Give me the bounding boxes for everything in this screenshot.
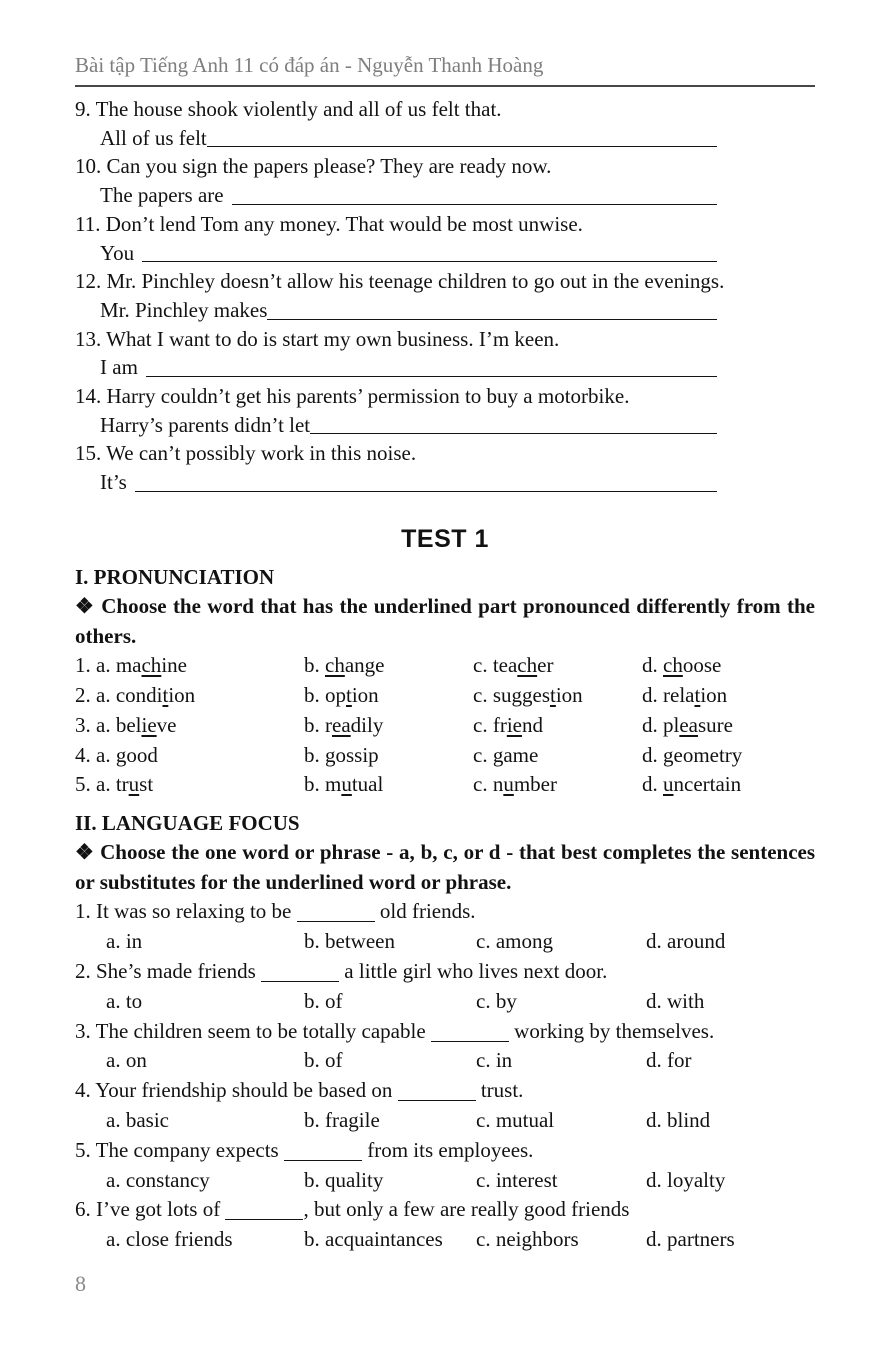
underlined-letters: t bbox=[346, 683, 352, 708]
underlined-letters: t bbox=[162, 683, 169, 708]
rewrite-answer-stem: Harry’s parents didn’t let bbox=[100, 412, 311, 437]
lf-option: b. of bbox=[304, 988, 343, 1013]
underlined-letters: u bbox=[503, 772, 514, 797]
question-blank-line bbox=[398, 1100, 476, 1101]
lf-option: d. loyalty bbox=[646, 1167, 726, 1192]
underlined-letters: t bbox=[694, 683, 701, 708]
underlined-letters: u bbox=[128, 772, 140, 797]
lf-options-row bbox=[75, 1046, 815, 1076]
lf-option: b. between bbox=[304, 929, 395, 954]
lf-option: a. close friends bbox=[106, 1227, 233, 1252]
lf-option: b. of bbox=[304, 1048, 343, 1073]
section-heading-language-focus: II. LANGUAGE FOCUS bbox=[75, 810, 300, 835]
answer-blank-line bbox=[135, 468, 717, 492]
pronunciation-option: 1. a. machine bbox=[75, 653, 187, 678]
pronunciation-row bbox=[75, 770, 815, 800]
lf-options-row bbox=[75, 1106, 815, 1136]
lf-option: a. constancy bbox=[106, 1167, 210, 1192]
lf-option: b. fragile bbox=[304, 1108, 380, 1133]
underlined-letters: ie bbox=[141, 712, 157, 737]
underlined-letters: ch bbox=[517, 653, 538, 678]
rewrite-item bbox=[75, 382, 815, 439]
rewrite-item bbox=[75, 152, 815, 209]
underlined-letters: ch bbox=[663, 653, 683, 678]
answer-blank-line bbox=[146, 353, 717, 377]
lf-option: a. to bbox=[106, 988, 143, 1013]
rewrite-prompt: 13. What I want to do is start my own business. I’m keen. bbox=[75, 326, 560, 351]
rewrite-item bbox=[75, 325, 815, 382]
rewrite-prompt: 12. Mr. Pinchley doesn’t allow his teenage children to go out in the evenings. bbox=[75, 269, 725, 294]
rewrite-answer bbox=[100, 468, 717, 497]
rewrite-prompt: 11. Don’t lend Tom any money. That would be most unwise. bbox=[75, 211, 583, 236]
underlined-letters: ch bbox=[141, 653, 162, 678]
underlined-letters: g bbox=[492, 742, 504, 767]
rewrite-answer bbox=[100, 181, 717, 210]
underlined-letters: g bbox=[115, 742, 127, 767]
pronunciation-option: d. relation bbox=[642, 683, 728, 708]
pronunciation-row bbox=[75, 651, 815, 681]
answer-blank-line bbox=[232, 181, 717, 205]
lf-options-row bbox=[75, 1225, 815, 1255]
lf-option: d. blind bbox=[646, 1108, 711, 1133]
pronunciation-row bbox=[75, 711, 815, 741]
pronunciation-option: b. gossip bbox=[304, 742, 379, 767]
underlined-letters: u bbox=[663, 772, 674, 797]
lf-options-row bbox=[75, 1166, 815, 1196]
rewrite-item bbox=[75, 95, 815, 152]
rewrite-answer bbox=[100, 239, 717, 268]
lf-option: c. in bbox=[476, 1048, 513, 1073]
running-header: Bài tập Tiếng Anh 11 có đáp án - Nguyễn Thanh Hoàng bbox=[75, 52, 815, 87]
lf-option: c. interest bbox=[476, 1167, 558, 1192]
lf-option: b. acquaintances bbox=[304, 1227, 443, 1252]
pronunciation-option: b. option bbox=[304, 683, 379, 708]
lf-option: a. basic bbox=[106, 1108, 169, 1133]
page-number: 8 bbox=[75, 1271, 86, 1297]
section-heading-pronunciation: I. PRONUNCIATION bbox=[75, 564, 275, 589]
diamond-bullet-icon: ❖ bbox=[75, 839, 95, 864]
rewrite-answer-stem: Mr. Pinchley makes bbox=[100, 297, 268, 322]
rewrite-answer bbox=[100, 296, 717, 325]
rewrite-answer-stem: You bbox=[100, 240, 135, 265]
pronunciation-option: c. teacher bbox=[473, 653, 554, 678]
lf-option: c. neighbors bbox=[476, 1227, 579, 1252]
rewrite-answer bbox=[100, 353, 717, 382]
rewrite-list bbox=[75, 95, 815, 497]
language-focus-list bbox=[75, 897, 815, 1255]
lf-option: b. quality bbox=[304, 1167, 384, 1192]
pronunciation-option: 4. a. good bbox=[75, 742, 158, 767]
rewrite-prompt: 14. Harry couldn’t get his parents’ permission to buy a motorbike. bbox=[75, 384, 630, 409]
pronunciation-option: c. suggestion bbox=[473, 683, 583, 708]
underlined-letters: ch bbox=[325, 653, 345, 678]
lf-option: d. around bbox=[646, 929, 726, 954]
lf-options-row bbox=[75, 927, 815, 957]
lf-question: 4. Your friendship should be based on trust. bbox=[75, 1078, 524, 1103]
rewrite-answer bbox=[100, 124, 717, 153]
lf-option: c. by bbox=[476, 988, 517, 1013]
rewrite-answer-stem: It’s bbox=[100, 470, 127, 495]
answer-blank-line bbox=[310, 411, 717, 435]
rewrite-item bbox=[75, 267, 815, 324]
lf-option: a. on bbox=[106, 1048, 147, 1073]
pronunciation-option: d. pleasure bbox=[642, 712, 733, 737]
pronunciation-instruction-text: Choose the word that has the underlined part pronounced differently from the others. bbox=[75, 593, 815, 648]
rewrite-prompt: 10. Can you sign the papers please? They are ready now. bbox=[75, 154, 552, 179]
pronunciation-option: d. uncertain bbox=[642, 772, 742, 797]
rewrite-answer-stem: All of us felt bbox=[100, 125, 207, 150]
underlined-letters: g bbox=[325, 742, 336, 767]
pronunciation-option: b. change bbox=[304, 653, 385, 678]
underlined-letters: ea bbox=[332, 712, 351, 737]
lf-question: 6. I’ve got lots of , but only a few are really good friends bbox=[75, 1197, 630, 1222]
underlined-letters: t bbox=[550, 683, 556, 708]
language-focus-instruction bbox=[75, 838, 815, 898]
pronunciation-option: c. number bbox=[473, 772, 557, 797]
lf-option: d. partners bbox=[646, 1227, 735, 1252]
underlined-letters: u bbox=[341, 772, 352, 797]
pronunciation-row bbox=[75, 741, 815, 771]
answer-blank-line bbox=[267, 296, 717, 320]
rewrite-answer bbox=[100, 411, 717, 440]
question-blank-line bbox=[261, 981, 339, 982]
pronunciation-option: 5. a. trust bbox=[75, 772, 154, 797]
pronunciation-row bbox=[75, 681, 815, 711]
pronunciation-option: c. game bbox=[473, 742, 539, 767]
pronunciation-option: d. choose bbox=[642, 653, 722, 678]
pronunciation-option: d. geometry bbox=[642, 742, 743, 767]
lf-question: 2. She’s made friends a little girl who lives next door. bbox=[75, 959, 608, 984]
pronunciation-option: b. readily bbox=[304, 712, 384, 737]
rewrite-item bbox=[75, 439, 815, 496]
language-focus-instruction-text: Choose the one word or phrase - a, b, c, or d - that best completes the sentences or substitutes for the underlined word or phrase. bbox=[75, 839, 816, 894]
lf-option: a. in bbox=[106, 929, 143, 954]
lf-option: d. for bbox=[646, 1048, 692, 1073]
pronunciation-list bbox=[75, 651, 815, 799]
lf-option: d. with bbox=[646, 988, 705, 1013]
lf-question: 5. The company expects from its employees. bbox=[75, 1137, 534, 1162]
rewrite-prompt: 15. We can’t possibly work in this noise. bbox=[75, 441, 417, 466]
lf-question: 1. It was so relaxing to be old friends. bbox=[75, 899, 476, 924]
lf-question: 3. The children seem to be totally capable working by themselves. bbox=[75, 1018, 715, 1043]
test-title: TEST 1 bbox=[401, 524, 489, 553]
pronunciation-option: 2. a. condition bbox=[75, 683, 196, 708]
rewrite-item bbox=[75, 210, 815, 267]
underlined-letters: ea bbox=[679, 712, 698, 737]
underlined-letters: ie bbox=[506, 712, 522, 737]
pronunciation-option: c. friend bbox=[473, 712, 543, 737]
question-blank-line bbox=[431, 1041, 509, 1042]
pronunciation-option: 3. a. believe bbox=[75, 712, 177, 737]
lf-options-row bbox=[75, 987, 815, 1017]
question-blank-line bbox=[225, 1219, 303, 1220]
question-blank-line bbox=[297, 921, 375, 922]
answer-blank-line bbox=[142, 239, 717, 263]
lf-option: c. among bbox=[476, 929, 553, 954]
answer-blank-line bbox=[207, 124, 717, 148]
question-blank-line bbox=[284, 1160, 362, 1161]
lf-option: c. mutual bbox=[476, 1108, 555, 1133]
diamond-bullet-icon: ❖ bbox=[75, 593, 95, 618]
underlined-letters: g bbox=[663, 742, 674, 767]
pronunciation-option: b. mutual bbox=[304, 772, 384, 797]
rewrite-answer-stem: I am bbox=[100, 355, 138, 380]
rewrite-answer-stem: The papers are bbox=[100, 183, 224, 208]
pronunciation-instruction bbox=[75, 592, 815, 652]
rewrite-prompt: 9. The house shook violently and all of us felt that. bbox=[75, 97, 502, 121]
